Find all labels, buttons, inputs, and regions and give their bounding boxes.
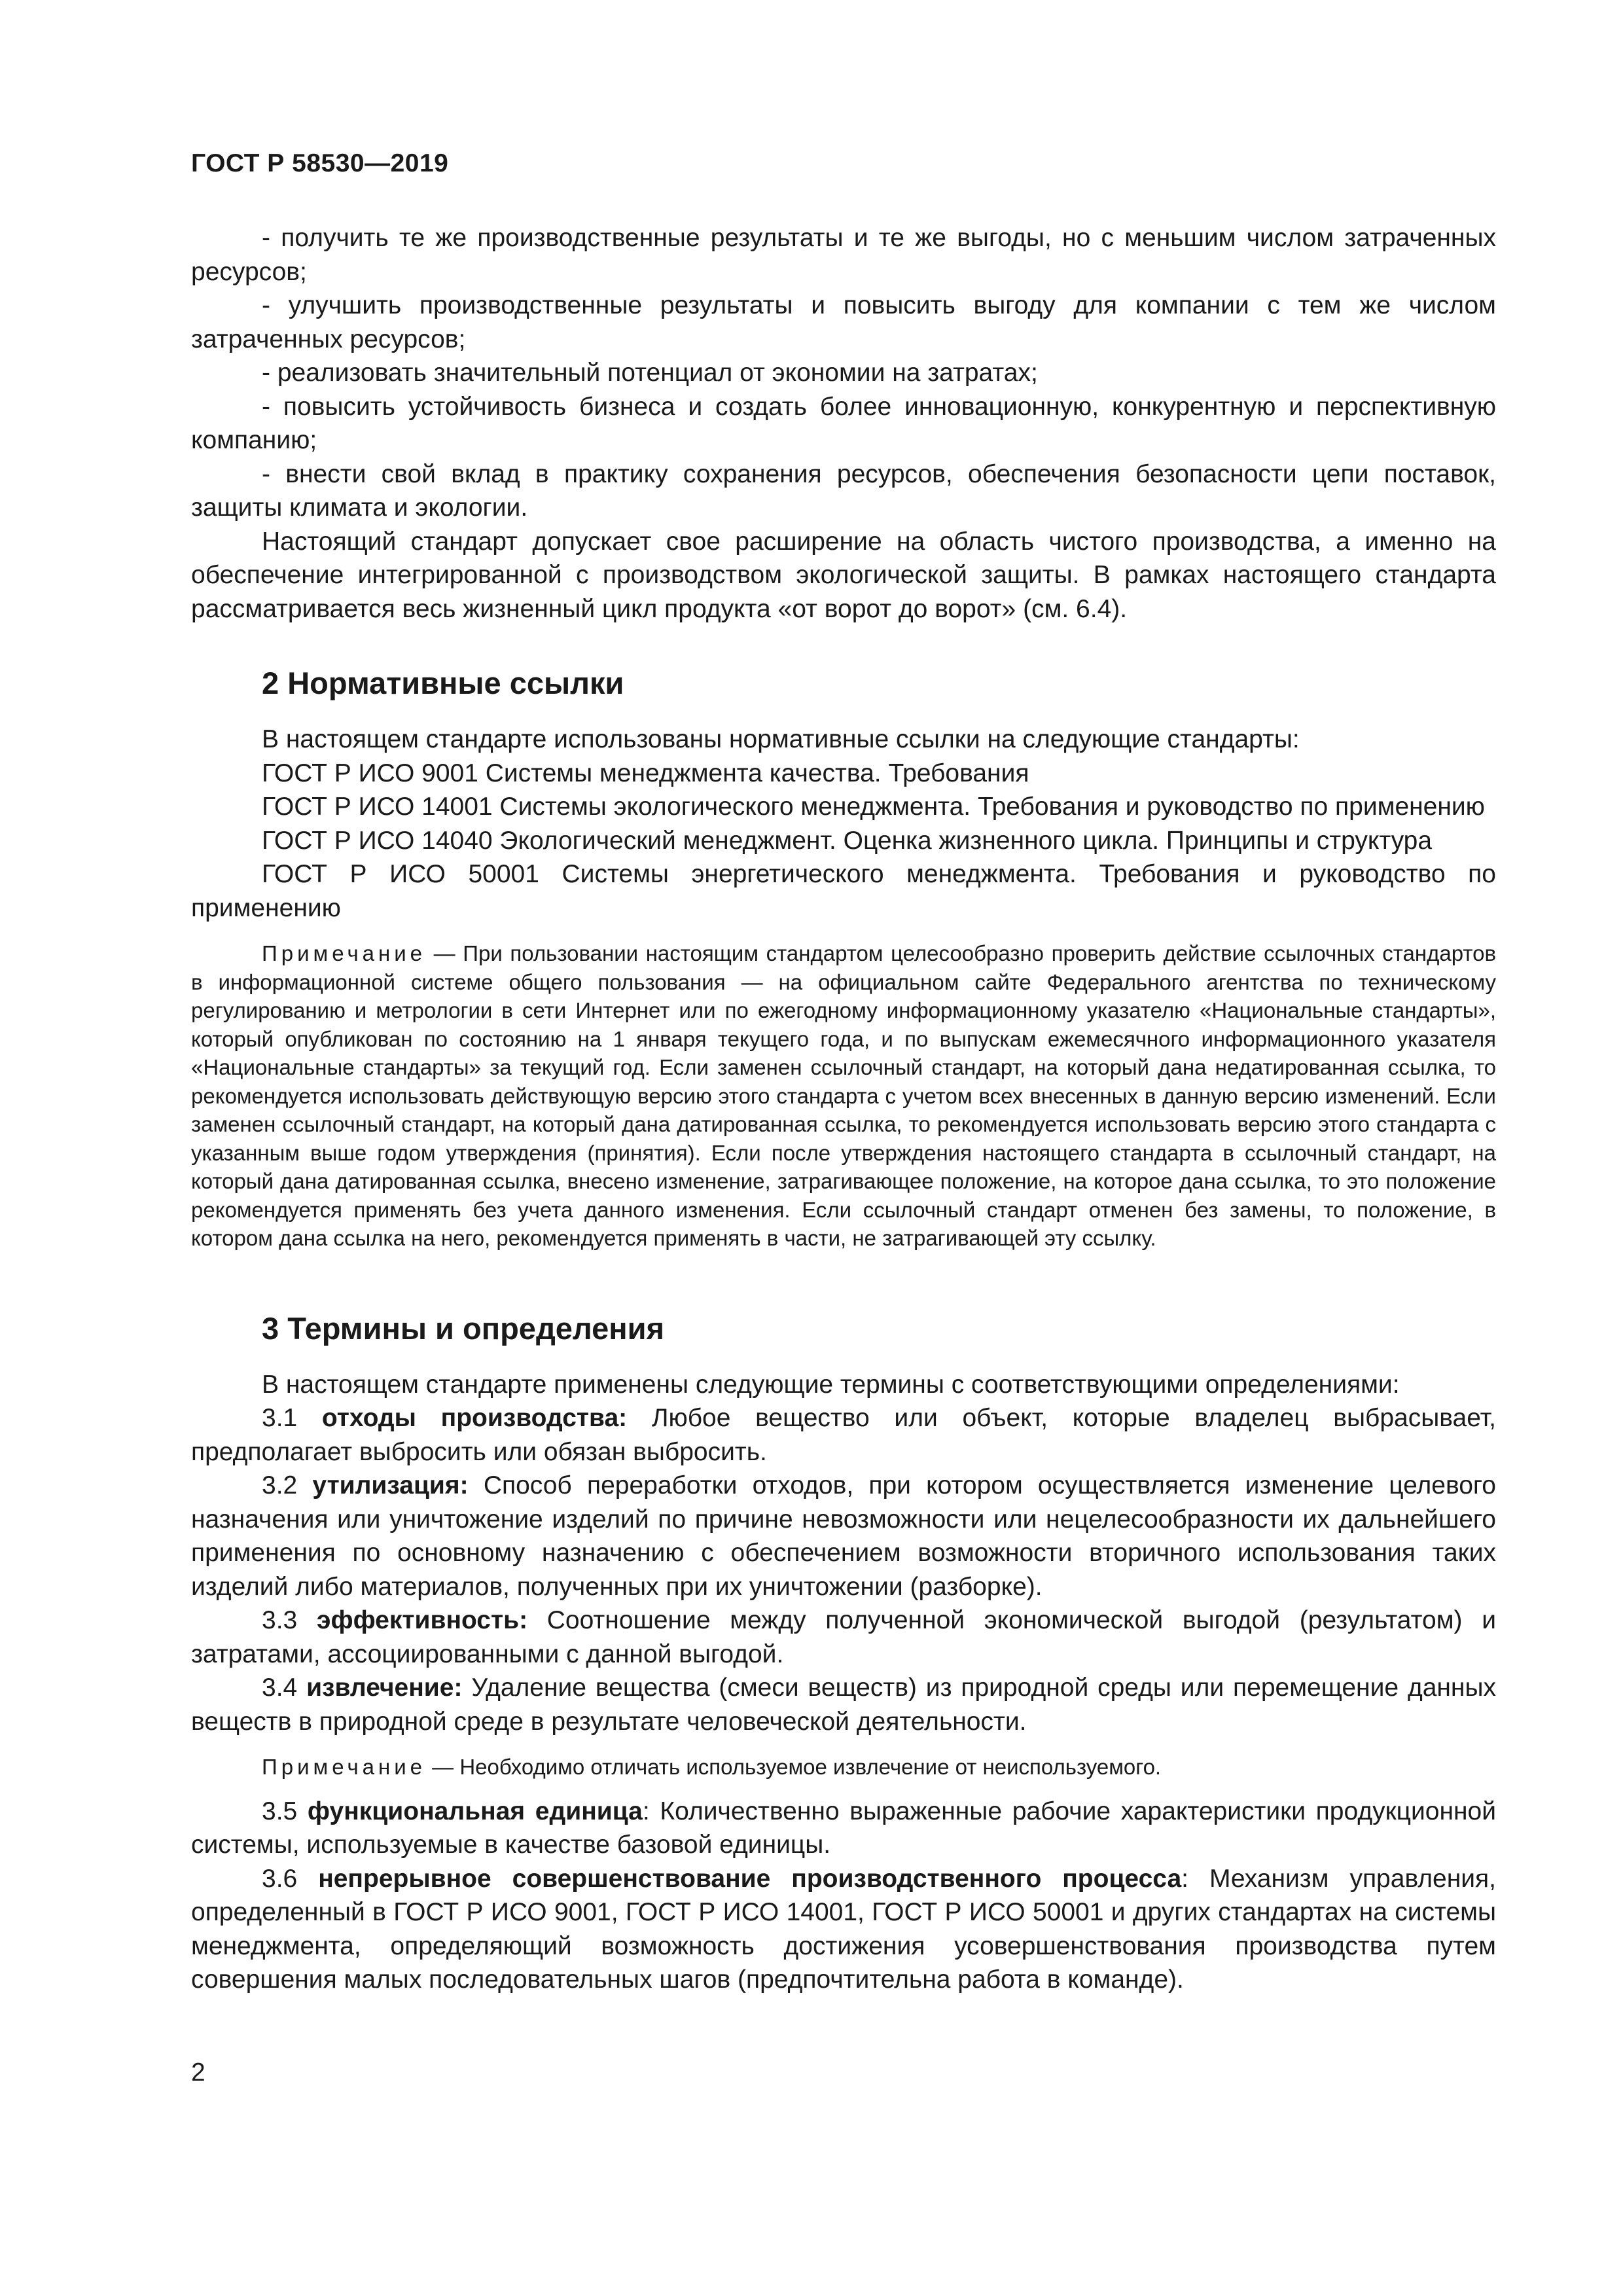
normative-reference: ГОСТ Р ИСО 14040 Экологический менеджмент. Оценка жизненного цикла. Принципы и структура — [262, 826, 1433, 855]
term-definition — [191, 1604, 1496, 1671]
term-text: : Количественно выраженные рабочие характеристики продукционной системы, используемые в качестве базовой единицы. — [191, 1797, 1496, 1859]
term-text: Соотношение между полученной экономической выгодой (результатом) и затратами, ассоциированными с данной выгодой. — [191, 1606, 1496, 1668]
section-2-heading: 2 Нормативные ссылки — [262, 666, 624, 700]
term-definition — [191, 1401, 1496, 1469]
section-3-lead: В настоящем стандарте применены следующие термины с соответствующими определениями: — [262, 1370, 1400, 1399]
intro-list-item: - повысить устойчивость бизнеса и создать более инновационную, конкурентную и перспективную компанию; — [191, 392, 1496, 454]
term-number: 3.2 — [262, 1471, 298, 1499]
intro-list-item: - улучшить производственные результаты и повысить выгоду для компании с тем же числом затраченных ресурсов; — [191, 291, 1496, 353]
intro-list-item: - реализовать значительный потенциал от экономии на затратах; — [262, 359, 1038, 387]
section-3-note — [191, 1753, 1496, 1782]
term-name: эффективность: — [316, 1606, 528, 1634]
section-2-note — [191, 939, 1496, 1253]
intro-paragraph: Настоящий стандарт допускает свое расширение на область чистого производства, а именно на обеспечение интегрированной с производством экологической защиты. В рамках настоящего стандарта рассматривается весь жизненный цикл продукта «от ворот до ворот» (см. 6.4). — [191, 527, 1496, 623]
term-text: : Механизм управления, определенный в ГОСТ Р ИСО 9001, ГОСТ Р ИСО 14001, ГОСТ Р ИСО 50001 и других стандартах на системы менеджмента, определяющий возможность достижения усовершенствования производства путем совершения малых последовательных шагов (предпочтительна работа в команде). — [191, 1864, 1496, 1994]
term-number: 3.1 — [262, 1404, 298, 1432]
term-definition — [191, 1862, 1496, 1997]
note-label: Примечание — [262, 941, 427, 965]
term-text: Любое вещество или объект, которые владелец выбрасывает, предполагает выбросить или обязан выбросить. — [191, 1404, 1496, 1466]
note-text: — Необходимо отличать используемое извлечение от неиспользуемого. — [426, 1755, 1162, 1779]
term-definition — [191, 1795, 1496, 1862]
term-number: 3.4 — [262, 1674, 298, 1702]
term-definition — [191, 1469, 1496, 1604]
term-text: Удаление вещества (смеси веществ) из природной среды или перемещение данных веществ в природной среде в результате человеческой деятельности. — [191, 1674, 1496, 1736]
note-text: — При пользовании настоящим стандартом целесообразно проверить действие ссылочных стандартов в информационной системе общего пользования — на официальном сайте Федерального агентства по техническому регулированию и метрологии в сети Интернет или по ежегодному информационному указателю «Национальные стандарты», который опубликован по состоянию на 1 января текущего года, и по выпускам ежемесячного информационного указателя «Национальные стандарты» за текущий год. Если заменен ссылочный стандарт, на который дана недатированная ссылка, то рекомендуется использовать действующую версию этого стандарта с учетом всех внесенных в данную версию изменений. Если заменен ссылочный стандарт, на который дана датированная ссылка, то рекомендуется использовать версию этого стандарта с указанным выше годом утверждения (принятия). Если после утверждения настоящего стандарта в ссылочный стандарт, на который дана датированная ссылка, внесено изменение, затрагивающее положение, на которое дана ссылка, то это положение рекомендуется применять без учета данного изменения. Если ссылочный стандарт отменен без замены, то положение, в котором дана ссылка на него, рекомендуется применять в части, не затрагивающей эту ссылку. — [191, 941, 1496, 1250]
intro-list-item: - получить те же производственные результаты и те же выгоды, но с меньшим числом затраченных ресурсов; — [191, 224, 1496, 286]
term-text: Способ переработки отходов, при котором осуществляется изменение целевого назначения или уничтожение изделий по причине невозможности или нецелесообразности их дальнейшего применения по основному назначению с обеспечением возможности вторичного использования таких изделий либо материалов, полученных при их уничтожении (разборке). — [191, 1471, 1496, 1601]
page-content — [191, 221, 1496, 1997]
normative-reference: ГОСТ Р ИСО 9001 Системы менеджмента качества. Требования — [262, 759, 1029, 787]
normative-reference: ГОСТ Р ИСО 14001 Системы экологического менеджмента. Требования и руководство по применению — [262, 793, 1485, 821]
term-name: функциональная единица — [307, 1797, 643, 1825]
term-name: извлечение: — [306, 1674, 463, 1702]
term-name: отходы производства: — [321, 1404, 628, 1432]
term-number: 3.5 — [262, 1797, 298, 1825]
normative-reference: ГОСТ Р ИСО 50001 Системы энергетического менеджмента. Требования и руководство по применению — [191, 860, 1496, 922]
note-label: Примечание — [262, 1755, 427, 1779]
section-3-heading: 3 Термины и определения — [262, 1310, 664, 1346]
term-name: непрерывное совершенствование производственного процесса — [318, 1864, 1182, 1893]
page-number: 2 — [191, 2058, 205, 2087]
term-number: 3.3 — [262, 1606, 298, 1634]
section-2-lead: В настоящем стандарте использованы нормативные ссылки на следующие стандарты: — [262, 725, 1300, 753]
term-definition — [191, 1671, 1496, 1738]
document-code-header: ГОСТ Р 58530—2019 — [191, 149, 449, 177]
term-name: утилизация: — [312, 1471, 469, 1499]
intro-list-item: - внести свой вклад в практику сохранения ресурсов, обеспечения безопасности цепи поставок, защиты климата и экологии. — [191, 459, 1496, 522]
term-number: 3.6 — [262, 1864, 298, 1893]
